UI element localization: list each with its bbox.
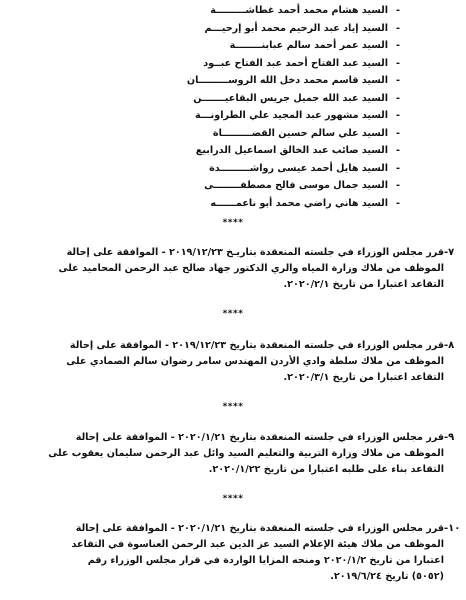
bullet: -: [396, 127, 400, 139]
list-item: [170, 72, 400, 90]
separator: ****: [222, 402, 244, 412]
decision-line: اعتبارا من تاريخ ٢٠٢٠/١/٢ ومنحه المزايا الواردة في قرار مجلس الوزراء رقم: [87, 555, 444, 566]
list-item: [170, 107, 400, 125]
bullet: -: [396, 110, 400, 122]
decision-line: قرر مجلس الوزراء في جلسته المنعقدة بتاريخ ٢٠٢٠/١/٢١ - الموافقة على إحالة: [75, 432, 444, 443]
decision-line: قرر مجلس الوزراء في جلسته المنعقدة بتاريخ ٢٠١٩/١٢/٢٣ - الموافقة على إحالة: [69, 340, 444, 351]
decision-number: -٨: [444, 340, 455, 351]
decision-line: التقاعد بناء على طلبه اعتبارا من تاريخ ٢٠٢٠/١/٢٢.: [208, 464, 444, 475]
decision-line: قرر مجلس الوزراء في جلسته المنعقدة بتاريخ ٢٠٢٠/١/٢١ - الموافقة على إحالة: [75, 523, 444, 534]
person-name: السيد إياد عبد الرحيم محمد أبو إرحيـــم: [204, 22, 388, 34]
list-item: [170, 20, 400, 38]
bullet: -: [396, 92, 400, 104]
bullet: -: [396, 40, 400, 52]
bullet: -: [396, 145, 400, 157]
decision-line: التقاعد اعتبارا من تاريخ ٢٠٢٠/٢/١.: [283, 279, 444, 290]
person-name: السيد هشام محمد أحمد غطاشـــــــــة: [210, 5, 388, 17]
person-name: السيد جمال موسى فالح مصطفــــــــى: [204, 180, 388, 192]
person-name: السيد عبد الله جميل جريس البقاعيـــــــن: [193, 92, 388, 104]
person-name: السيد علي سالم حسين القضـــــــــاة: [212, 127, 388, 139]
separator: ****: [222, 494, 244, 504]
decision-line: (٥٠٥٢) تاريخ ٢٠١٩/٦/٢٤.: [330, 571, 444, 582]
list-item: [170, 160, 400, 178]
bullet: -: [396, 197, 400, 209]
person-name: السيد قاسم محمد دخل الله الروســـــــــان: [186, 75, 388, 87]
person-name: السيد صائب عبد الخالق اسماعيل الدرابيع: [195, 145, 388, 157]
person-name: السيد عمر أحمد سالم عبابنــــــــة: [229, 40, 388, 52]
decision-number: -٩: [444, 432, 455, 443]
list-item: [170, 37, 400, 55]
separator: ****: [222, 309, 244, 319]
decision-line: الموظف من ملاك هيئة الإعلام السيد عز الدين عبد الرحمن العناسوة في التقاعد: [71, 539, 444, 550]
bullet: -: [396, 57, 400, 69]
bullet: -: [396, 5, 400, 17]
decision-line: الموظف من ملاك وزارة المياه والري الدكتور جهاد صالح عبد الرحمن المحاميد على: [58, 263, 444, 274]
person-name: السيد هاني راضي محمد أبو ناعمــــــه: [210, 197, 388, 209]
decision-number: -١٠: [444, 523, 461, 534]
person-name: السيد مشهور عبد المجيد علي الطراونـــة: [195, 110, 388, 122]
decision-item: [24, 521, 461, 585]
list-item: [170, 90, 400, 108]
list-item: [170, 2, 400, 20]
bullet: -: [396, 22, 400, 34]
bullet: -: [396, 180, 400, 192]
bullet: -: [396, 75, 400, 87]
decision-item: [24, 430, 455, 478]
list-item: [170, 142, 400, 160]
decision-line: الموظف من ملاك سلطة وادي الأردن المهندس سامر رضوان سالم الصمادي على: [66, 356, 444, 367]
bullet: -: [396, 162, 400, 174]
list-item: [170, 195, 400, 213]
names-list: [170, 2, 400, 212]
list-item: [170, 177, 400, 195]
decision-line: قرر مجلس الوزراء في جلسته المنعقدة بتاريـخ ٢٠١٩/١٢/٢٣ - الموافقة على إحالة: [66, 247, 444, 258]
decision-item: [24, 338, 455, 386]
person-name: السيد هايل أحمد عيسى رواشـــــــــدة: [209, 162, 388, 174]
decision-line: الموظف من ملاك وزارة التربية والتعليم السيد وائل عبد الرحمن سليمان يعقوب على: [48, 448, 444, 459]
person-name: السيد عبد الفتاح أحمد عبد الفتاح عبــود: [203, 57, 388, 69]
separator: ****: [222, 218, 244, 228]
list-item: [170, 55, 400, 73]
list-item: [170, 125, 400, 143]
decision-item: [24, 245, 455, 293]
decision-number: -٧: [444, 247, 455, 258]
decision-line: التقاعد اعتبارا من تاريخ ٢٠٢٠/٣/١.: [283, 372, 444, 383]
